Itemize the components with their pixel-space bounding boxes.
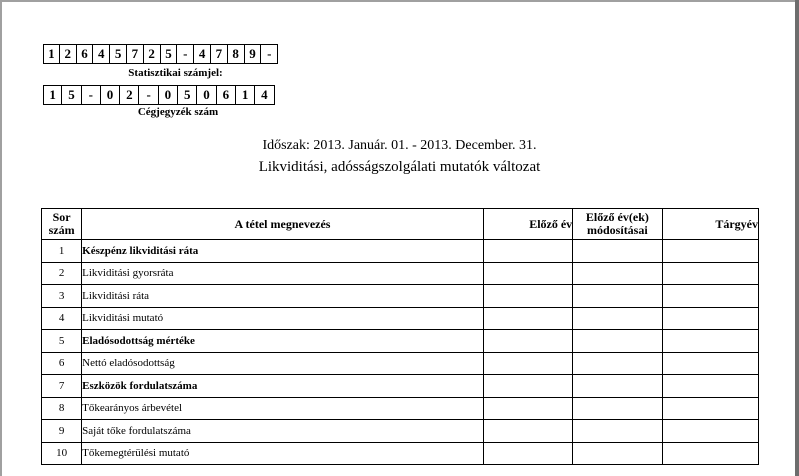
indicators-table [41, 208, 759, 465]
current-year-cell [662, 262, 758, 285]
period-label: Időszak: 2013. Január. 01. - 2013. December. 31. [262, 138, 537, 153]
row-number: 8 [42, 397, 82, 420]
header-previous-year: Előző év [483, 209, 572, 240]
statistical-number-boxes [43, 44, 278, 64]
table-row [42, 442, 759, 465]
company-registry-digit: - [139, 85, 158, 105]
statistical-number-digit: 7 [211, 44, 228, 64]
row-number: 5 [42, 330, 82, 353]
company-registry-digit: - [82, 85, 101, 105]
company-registry-digit: 0 [197, 85, 216, 105]
modifications-cell [573, 397, 662, 420]
row-number: 7 [42, 375, 82, 398]
previous-year-cell [483, 240, 572, 263]
row-item-name: Nettó eladósodottság [82, 352, 484, 375]
current-year-cell [662, 442, 758, 465]
statistical-number-digit: 1 [43, 44, 60, 64]
company-registry-number-boxes [43, 85, 275, 105]
table-row [42, 285, 759, 308]
window-left-border [0, 0, 2, 476]
company-registry-digit: 1 [43, 85, 62, 105]
table-row [42, 262, 759, 285]
current-year-cell [662, 285, 758, 308]
header-current-year: Tárgyév [662, 209, 758, 240]
modifications-cell [573, 307, 662, 330]
current-year-cell [662, 330, 758, 353]
current-year-cell [662, 420, 758, 443]
statistical-number-caption: Statisztikai számjel: [128, 67, 223, 79]
table-row [42, 420, 759, 443]
previous-year-cell [483, 285, 572, 308]
row-number: 2 [42, 262, 82, 285]
modifications-cell [573, 330, 662, 353]
report-subtitle: Likviditási, adósságszolgálati mutatók változat [258, 159, 541, 175]
statistical-number-digit: 6 [77, 44, 94, 64]
modifications-cell [573, 352, 662, 375]
previous-year-cell [483, 397, 572, 420]
row-item-name: Likviditási gyorsráta [82, 262, 484, 285]
current-year-cell [662, 352, 758, 375]
previous-year-cell [483, 330, 572, 353]
previous-year-cell [483, 262, 572, 285]
previous-year-cell [483, 420, 572, 443]
header-previous-year-modifications: Előző év(ek) módosításai [573, 209, 662, 240]
row-item-name: Tőkemegtérülési mutató [82, 442, 484, 465]
row-number: 10 [42, 442, 82, 465]
company-registry-digit: 0 [159, 85, 178, 105]
statistical-number-digit: 7 [127, 44, 144, 64]
current-year-cell [662, 397, 758, 420]
statistical-number-digit: 9 [245, 44, 262, 64]
company-registry-digit: 1 [236, 85, 255, 105]
table-row [42, 352, 759, 375]
statistical-number-digit: - [177, 44, 194, 64]
statistical-number-digit: 5 [110, 44, 127, 64]
row-item-name: Likviditási mutató [82, 307, 484, 330]
company-registry-caption: Cégjegyzék szám [137, 106, 219, 118]
row-number: 1 [42, 240, 82, 263]
table-row [42, 397, 759, 420]
row-item-name: Eszközök fordulatszáma [82, 375, 484, 398]
table-header-row [42, 209, 759, 240]
previous-year-cell [483, 352, 572, 375]
window-right-border [795, 0, 799, 476]
row-number: 3 [42, 285, 82, 308]
table-row [42, 375, 759, 398]
company-registry-digit: 2 [120, 85, 139, 105]
statistical-number-digit: 4 [93, 44, 110, 64]
modifications-cell [573, 285, 662, 308]
row-number: 4 [42, 307, 82, 330]
row-number: 6 [42, 352, 82, 375]
modifications-cell [573, 375, 662, 398]
statistical-number-digit: 2 [60, 44, 77, 64]
previous-year-cell [483, 375, 572, 398]
current-year-cell [662, 240, 758, 263]
current-year-cell [662, 307, 758, 330]
row-item-name: Likviditási ráta [82, 285, 484, 308]
company-registry-digit: 6 [217, 85, 236, 105]
statistical-number-digit: 5 [161, 44, 178, 64]
row-item-name: Eladósodottság mértéke [82, 330, 484, 353]
row-item-name: Készpénz likviditási ráta [82, 240, 484, 263]
table-row [42, 307, 759, 330]
table-row [42, 240, 759, 263]
window-top-border [0, 0, 799, 2]
company-registry-digit: 5 [62, 85, 81, 105]
previous-year-cell [483, 307, 572, 330]
row-number: 9 [42, 420, 82, 443]
row-item-name: Saját tőke fordulatszáma [82, 420, 484, 443]
company-registry-digit: 4 [255, 85, 274, 105]
modifications-cell [573, 420, 662, 443]
statistical-number-digit: 2 [144, 44, 161, 64]
table-row [42, 330, 759, 353]
statistical-number-digit: 8 [228, 44, 245, 64]
statistical-number-digit: - [261, 44, 278, 64]
company-registry-digit: 0 [101, 85, 120, 105]
header-row-number: Sor szám [42, 209, 82, 240]
modifications-cell [573, 262, 662, 285]
modifications-cell [573, 240, 662, 263]
modifications-cell [573, 442, 662, 465]
company-registry-digit: 5 [178, 85, 197, 105]
row-item-name: Tőkearányos árbevétel [82, 397, 484, 420]
statistical-number-digit: 4 [194, 44, 211, 64]
previous-year-cell [483, 442, 572, 465]
current-year-cell [662, 375, 758, 398]
header-item-name: A tétel megnevezés [82, 209, 484, 240]
